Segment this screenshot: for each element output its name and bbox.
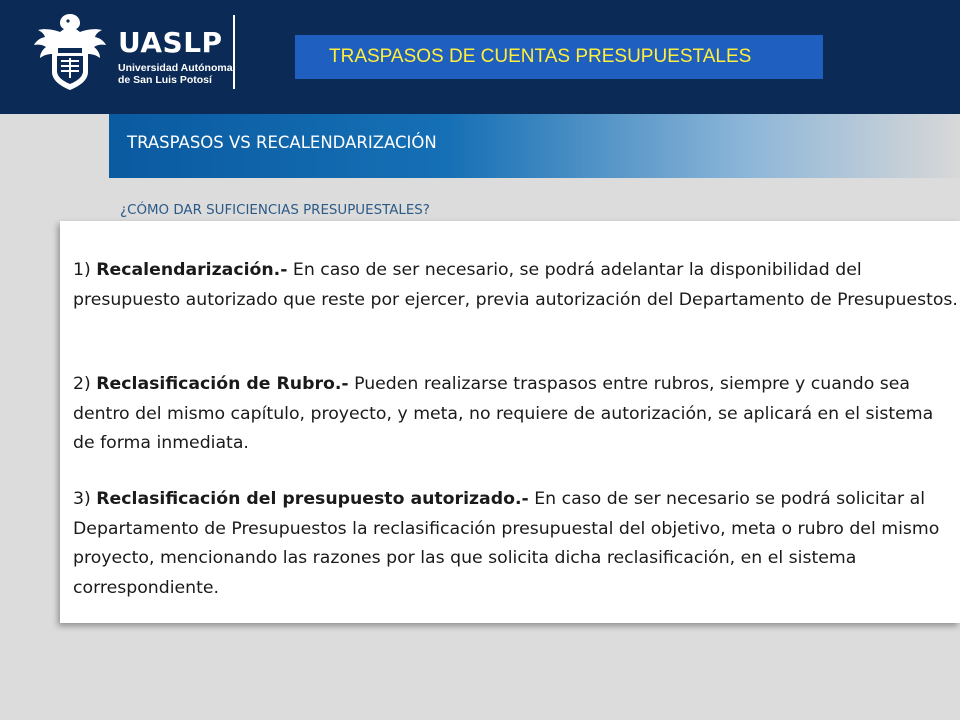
list-item — [73, 256, 959, 315]
page-title: TRASPASOS DE CUENTAS PRESUPUESTALES — [329, 46, 752, 67]
logo-wordmark: UASLP — [118, 26, 223, 59]
item-number: 3) — [73, 489, 91, 509]
eagle-emblem-icon — [30, 10, 110, 94]
item-term: Recalendarización.- — [96, 260, 288, 280]
header-bar — [0, 0, 960, 114]
item-text: Pueden realizarse traspasos entre rubros, siempre y cuando sea dentro del mismo capítulo, proyecto, y meta, no requiere de autorización, se aplicará en el sistema de forma inmediata. — [73, 374, 934, 453]
item-text: En caso de ser necesario se podrá solicitar al Departamento de Presupuestos la reclasificación presupuestal del objetivo, meta o rubro del mismo proyecto, mencionando las razones por las que solicita dicha reclasificación, en el sistema correspondiente. — [73, 489, 940, 598]
item-term: Reclasificación del presupuesto autorizado.- — [96, 489, 529, 509]
item-number: 1) — [73, 260, 91, 280]
page-title-box — [295, 35, 823, 79]
list-item — [73, 370, 959, 459]
section-bar — [109, 114, 960, 178]
logo-subtitle — [118, 62, 238, 86]
item-number: 2) — [73, 374, 91, 394]
logo-subtitle-line1: Universidad Autónoma — [118, 62, 233, 74]
item-term: Reclasificación de Rubro.- — [96, 374, 349, 394]
logo-subtitle-line2: de San Luis Potosí — [118, 74, 212, 86]
content-box — [60, 221, 960, 623]
item-text: En caso de ser necesario, se podrá adelantar la disponibilidad del presupuesto autorizado que reste por ejercer, previa autorización del Departamento de Presupuestos. — [73, 260, 958, 310]
section-title: TRASPASOS VS RECALENDARIZACIÓN — [127, 133, 437, 152]
section-question: ¿CÓMO DAR SUFICIENCIAS PRESUPUESTALES? — [120, 203, 430, 218]
logo-divider — [233, 15, 235, 89]
list-item — [73, 485, 959, 603]
uaslp-logo — [30, 10, 240, 94]
